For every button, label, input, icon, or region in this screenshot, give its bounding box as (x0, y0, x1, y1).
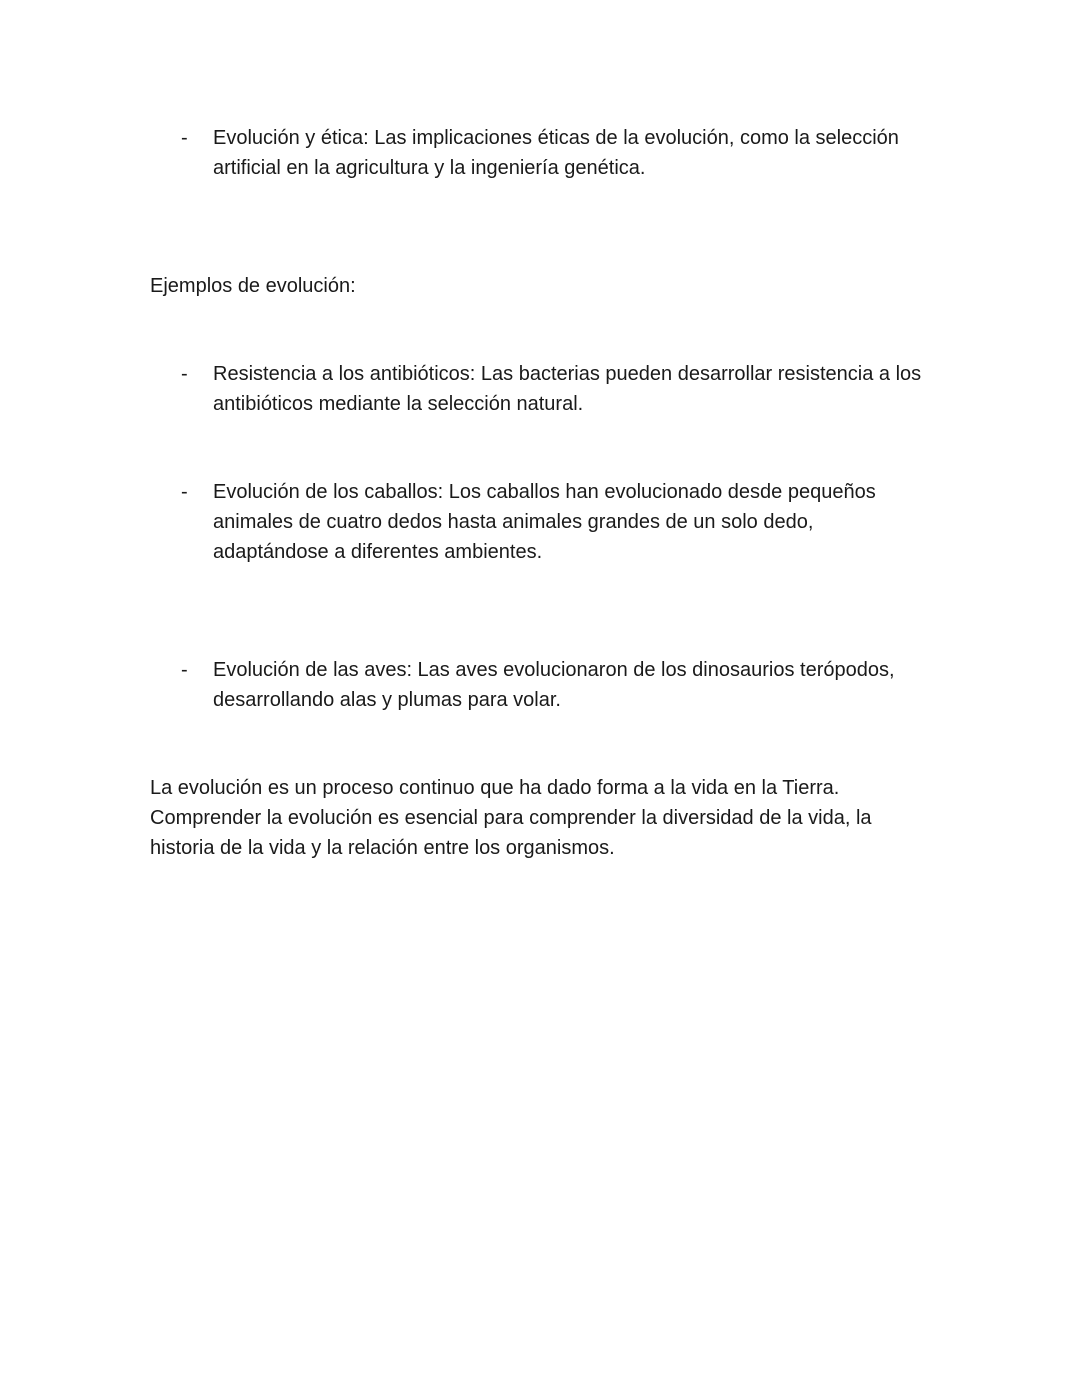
list-dash: - (181, 363, 188, 385)
list-dash: - (181, 481, 188, 503)
list-item-text: Evolución y ética: Las implicaciones éticas de la evolución, como la selección artificial en la agricultura y la ingeniería genética. (213, 127, 899, 179)
section-heading: Ejemplos de evolución: (150, 275, 356, 297)
conclusion-paragraph: La evolución es un proceso continuo que ha dado forma a la vida en la Tierra. Comprender la evolución es esencial para comprender la diversidad de la vida, la historia de la vida y la relación entre los organismos. (150, 777, 872, 859)
list-dash: - (181, 127, 188, 149)
list-item-text: Evolución de las aves: Las aves evolucionaron de los dinosaurios terópodos, desarrollando alas y plumas para volar. (213, 659, 895, 711)
list-item-text: Evolución de los caballos: Los caballos han evolucionado desde pequeños animales de cuatro dedos hasta animales grandes de un solo dedo, adaptándose a diferentes ambientes. (213, 481, 876, 563)
list-dash: - (181, 659, 188, 681)
list-item-text: Resistencia a los antibióticos: Las bacterias pueden desarrollar resistencia a los antibióticos mediante la selección natural. (213, 363, 922, 415)
